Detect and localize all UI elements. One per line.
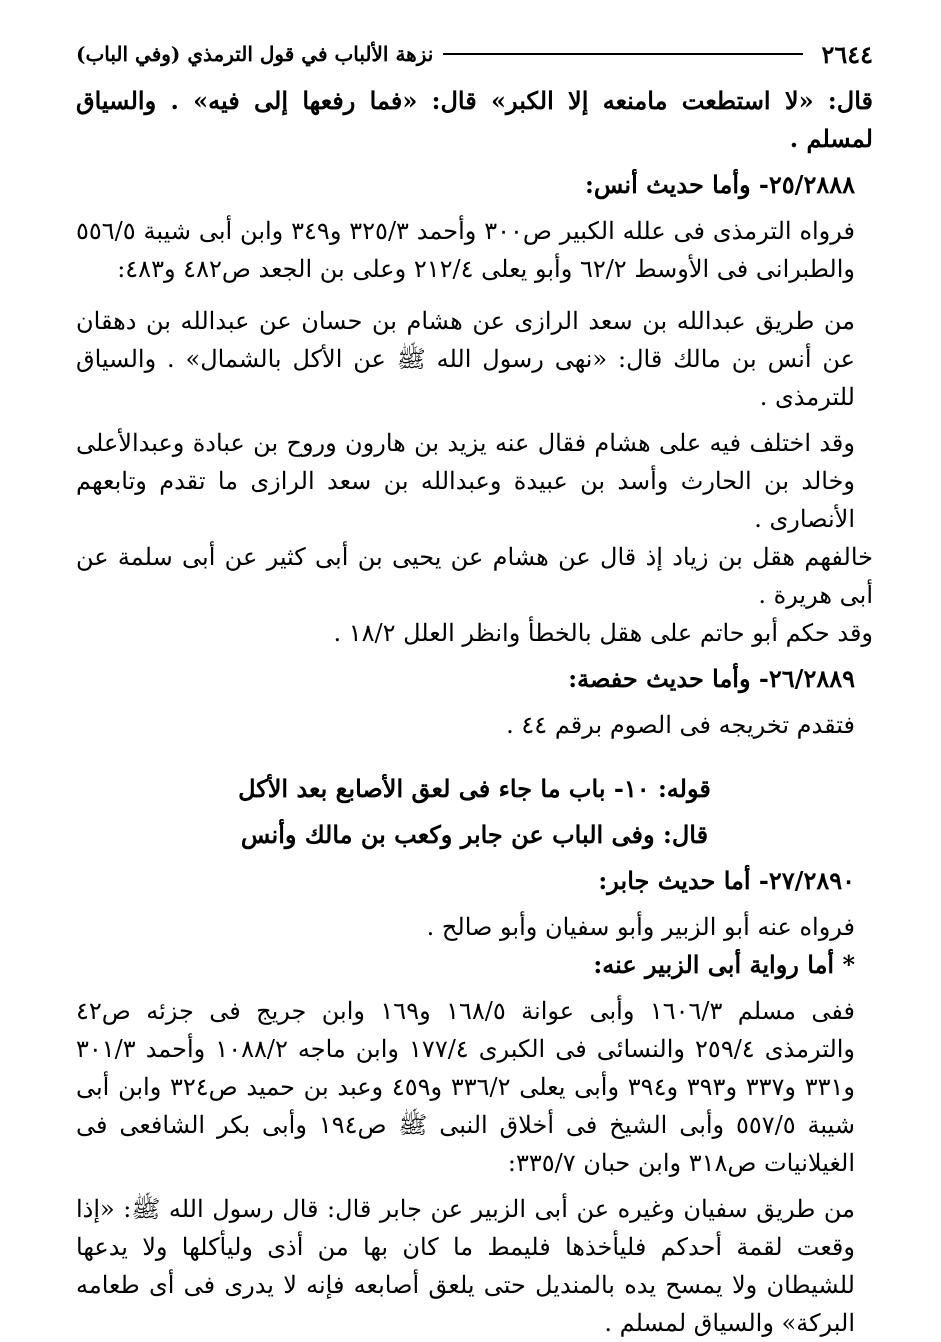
paragraph: فتقدم تخريجه فى الصوم برقم ٤٤ . (506, 711, 855, 739)
running-title: نزهة الألباب في قول الترمذي (وفي الباب) (76, 42, 434, 66)
paragraph: من طريق عبدالله بن سعد الرازى عن هشام بن حسان عن عبدالله بن دهقان عن أنس بن مالك قال: «نهى رسول الله ﷺ عن الأكل بالشمال» . والسياق للترمذى . (76, 307, 855, 411)
chapter-subheading: قال: وفى الباب عن جابر وكعب بن مالك وأنس (240, 820, 709, 849)
paragraph: من طريق سفيان وغيره عن أبى الزبير عن جابر قال: قال رسول الله ﷺ: «إذا وقعت لقمة أحدكم فليأخذها فليمط ما كان بها من أذى وليأكلها ولا يدعها للشيطان ولا يمسح يده بالمنديل حتى يلعق أصابعه فإنه لا يدرى فى أى طعامه البركة» والسياق لمسلم . (76, 1195, 855, 1337)
sub-heading: * أما رواية أبى الزبير عنه: (593, 950, 855, 979)
header-rule (443, 53, 803, 55)
chapter-heading: قوله: ١٠- باب ما جاء فى لعق الأصابع بعد الأكل (238, 774, 711, 803)
page-number: ٢٦٤٤ (821, 39, 873, 69)
paragraph: فرواه الترمذى فى علله الكبير ص٣٠٠ وأحمد ٣٢٥/٣ و٣٤٩ وابن أبى شيبة ٥٥٦/٥ والطبرانى فى الأوسط ٦٢/٢ وأبو يعلى ٢١٢/٤ وعلى بن الجعد ص٤٨٢ و٤٨٣: (76, 217, 855, 283)
section-heading: ٢٥/٢٨٨٨- وأما حديث أنس: (584, 170, 855, 199)
paragraph: خالفهم هقل بن زياد إذ قال عن هشام عن يحيى بن أبى كثير عن أبى سلمة عن أبى هريرة . (76, 543, 873, 609)
running-header (76, 34, 873, 74)
paragraph: ففى مسلم ١٦٠٦/٣ وأبى عوانة ١٦٨/٥ و١٦٩ وابن جريج فى جزئه ص٤٢ والترمذى ٢٥٩/٤ والنسائى فى الكبرى ١٧٧/٤ وابن ماجه ١٠٨٨/٢ وأحمد ٣٠١/٣ و٣٣١ و٣٣٧ و٣٩٣ و٣٩٤ وأبى يعلى ٣٣٦/٢ و٤٥٩ وعبد بن حميد ص٣٢٤ وابن أبى شيبة ٥٥٧/٥ وأبى الشيخ فى أخلاق النبى ﷺ ص١٩٤ وأبى بكر الشافعى فى الغيلانيات ص٣١٨ وابن حبان ٣٣٥/٧: (76, 997, 856, 1177)
text-line: قال: «لا استطعت مامنعه إلا الكبر» قال: «فما رفعها إلى فيه» . والسياق لمسلم . (76, 86, 873, 153)
paragraph: وقد اختلف فيه على هشام فقال عنه يزيد بن هارون وروح بن عبادة وعبدالأعلى وخالد بن الحارث وأسد بن عبيدة وعبدالله بن سعد الرازى ما تقدم وتابعهم الأنصارى . (76, 429, 855, 533)
paragraph: وقد حكم أبو حاتم على هقل بالخطأ وانظر العلل ١٨/٢ . (333, 619, 873, 647)
section-heading: ٢٧/٢٨٩٠- أما حديث جابر: (598, 866, 855, 895)
paragraph: فرواه عنه أبو الزبير وأبو سفيان وأبو صالح . (426, 913, 855, 941)
section-heading: ٢٦/٢٨٨٩- وأما حديث حفصة: (568, 664, 855, 693)
